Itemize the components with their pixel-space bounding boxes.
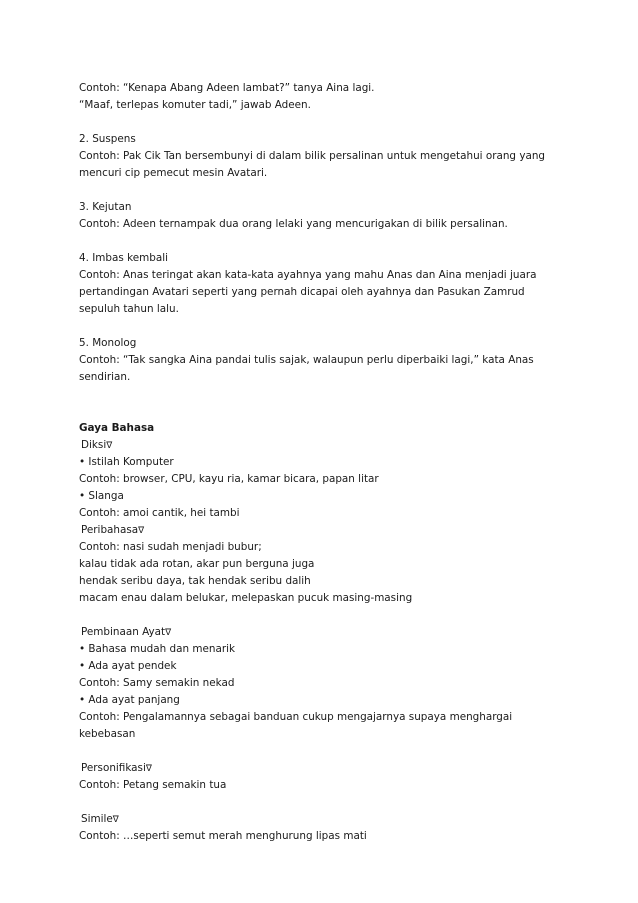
- text-line: macam enau dalam belukar, melepaskan pucuk masing-masing: [79, 592, 413, 604]
- text-line: Contoh: Samy semakin nekad: [79, 677, 235, 689]
- list-item: • Ada ayat panjang: [79, 694, 180, 706]
- section-title: 5. Monolog: [79, 337, 137, 349]
- nabla-mark: ∇: [145, 764, 152, 774]
- diksi-label: [79, 437, 569, 454]
- nabla-mark: ∇: [112, 815, 119, 825]
- list-item: • Slanga: [79, 490, 124, 502]
- nabla-mark: ∇: [165, 628, 172, 638]
- text-line: Contoh: “Tak sangka Aina pandai tulis sajak, walaupun perlu diperbaiki lagi,” kata Anas: [79, 354, 534, 366]
- text-line: Contoh: Adeen ternampak dua orang lelaki yang mencurigakan di bilik persalinan.: [79, 218, 508, 230]
- pembinaan-ayat-label: [79, 624, 569, 641]
- section-title: 3. Kejutan: [79, 201, 132, 213]
- nabla-mark: ∇: [106, 441, 113, 451]
- text-line: “Maaf, terlepas komuter tadi,” jawab Adeen.: [79, 99, 311, 111]
- text-line: Contoh: nasi sudah menjadi bubur;: [79, 541, 262, 553]
- text-line: Contoh: Pengalamannya sebagai banduan cukup mengajarnya supaya menghargai: [79, 711, 513, 723]
- text-line: Contoh: Petang semakin tua: [79, 779, 227, 791]
- text-line: Contoh: amoi cantik, hei tambi: [79, 507, 240, 519]
- text-line: Contoh: browser, CPU, kayu ria, kamar bicara, papan litar: [79, 473, 379, 485]
- text-line: sendirian.: [79, 371, 131, 383]
- personifikasi-label: [79, 760, 569, 777]
- list-item: • Ada ayat pendek: [79, 660, 177, 672]
- text-line: sepuluh tahun lalu.: [79, 303, 179, 315]
- text-line: hendak seribu daya, tak hendak seribu dalih: [79, 575, 311, 587]
- list-item: • Istilah Komputer: [79, 456, 174, 468]
- text-line: kebebasan: [79, 728, 136, 740]
- section-title: 2. Suspens: [79, 133, 136, 145]
- list-item: • Bahasa mudah dan menarik: [79, 643, 236, 655]
- simile-label-text: Simile: [81, 813, 113, 825]
- section-title: 4. Imbas kembali: [79, 252, 168, 264]
- document-body: [79, 80, 569, 845]
- pembinaan-ayat-label-text: Pembinaan Ayat: [81, 626, 166, 638]
- text-line: kalau tidak ada rotan, akar pun berguna juga: [79, 558, 315, 570]
- peribahasa-label: [79, 522, 569, 539]
- peribahasa-label-text: Peribahasa: [81, 524, 139, 536]
- simile-label: [79, 811, 569, 828]
- diksi-label-text: Diksi: [81, 439, 107, 451]
- text-line: Contoh: Pak Cik Tan bersembunyi di dalam bilik persalinan untuk mengetahui orang yang: [79, 150, 546, 162]
- text-line: pertandingan Avatari seperti yang pernah dicapai oleh ayahnya dan Pasukan Zamrud: [79, 286, 525, 298]
- text-line: Contoh: Anas teringat akan kata-kata ayahnya yang mahu Anas dan Aina menjadi juara: [79, 269, 537, 281]
- text-line: mencuri cip pemecut mesin Avatari.: [79, 167, 268, 179]
- personifikasi-label-text: Personifikasi: [81, 762, 146, 774]
- text-line: Contoh: “Kenapa Abang Adeen lambat?” tanya Aina lagi.: [79, 82, 375, 94]
- nabla-mark: ∇: [138, 526, 145, 536]
- gaya-bahasa-heading: Gaya Bahasa: [79, 422, 155, 434]
- text-line: Contoh: …seperti semut merah menghurung lipas mati: [79, 830, 367, 842]
